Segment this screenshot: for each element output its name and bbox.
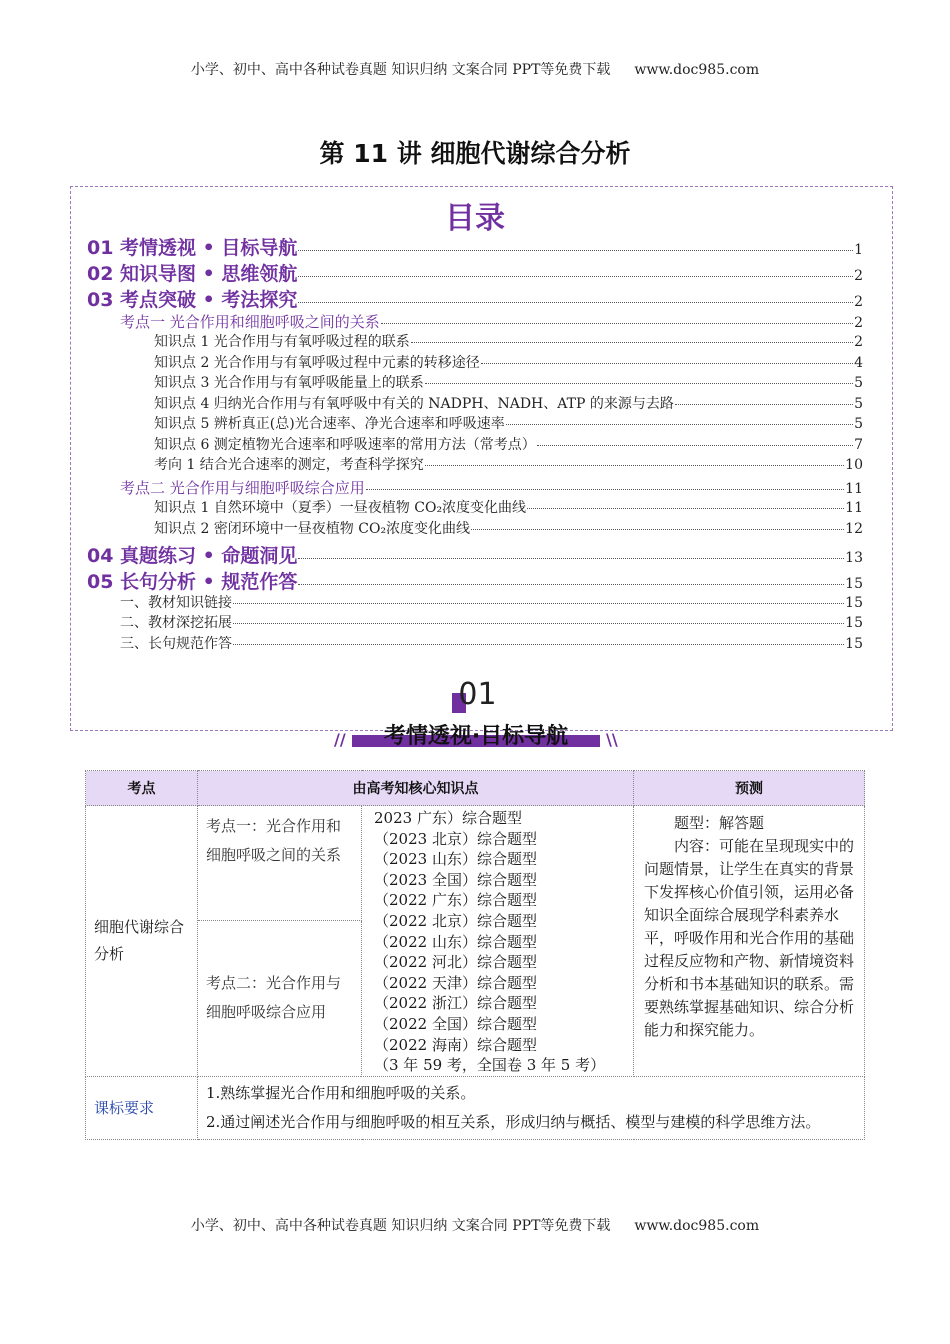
toc-entry-title: 考点二 光合作用与细胞呼吸综合应用: [120, 479, 365, 497]
toc-leader-dots: [381, 323, 853, 324]
prediction-content: 内容：可能在呈现现实中的问题情景，让学生在真实的背景下发挥核心价值引领，运用必备知识全面综合展现学科素养水平，呼吸作用和光合作用的基础过程反应物和产物、新情境资料分析和书本基础知识的联系。需要熟练掌握基础知识、综合分析能力和探究能力。: [644, 837, 855, 1039]
toc-entry-title: 知识点 4 归纳光合作用与有氧呼吸中有关的 NADPH、NADH、ATP 的来源与去路: [154, 396, 674, 412]
toc-leader-dots: [425, 383, 853, 384]
section-number: 01: [458, 677, 497, 712]
toc-entry-title: 知识点 2 密闭环境中一昼夜植物 CO₂浓度变化曲线: [154, 521, 471, 537]
toc-entry[interactable]: [120, 477, 863, 498]
table-row: [86, 806, 865, 921]
exam-item: （2022 浙江）综合题型: [374, 994, 537, 1013]
toc-entry[interactable]: [120, 311, 863, 332]
toc-entry-page: 15: [845, 595, 863, 611]
sub-point-2-cell: [198, 920, 362, 1076]
toc-entry-title: 知识点 2 光合作用与有氧呼吸过程中元素的转移途径: [154, 355, 480, 371]
toc-entry[interactable]: [154, 352, 863, 372]
prediction-text: [634, 806, 864, 1042]
table-header-row: [86, 771, 865, 806]
toc-leader-dots: [537, 445, 853, 446]
toc-entry-title: 知识点 3 光合作用与有氧呼吸能量上的联系: [154, 375, 424, 391]
toc-leader-dots: [298, 250, 853, 251]
section-banner: [352, 719, 600, 749]
prediction-cell: [634, 806, 865, 1077]
toc-leader-dots: [425, 465, 844, 466]
toc-entry-title: 二、教材深挖拓展: [120, 615, 232, 631]
sub-point-2: 考点二：光合作用与细胞呼吸综合应用: [206, 974, 342, 1022]
toc-entry-page: 7: [854, 437, 863, 453]
toc-entry-title: 02 知识导图 • 思维领航: [87, 263, 298, 285]
toc-entry-page: 11: [845, 500, 863, 516]
toc-entry-page: 5: [854, 416, 863, 432]
toc-leader-dots: [298, 302, 853, 303]
banner-left-deco: //: [334, 730, 346, 749]
toc-leader-dots: [675, 404, 853, 405]
toc-entry[interactable]: [87, 285, 863, 312]
exam-item: （2022 广东）综合题型: [374, 891, 537, 910]
requirement-item: 2.通过阐述光合作用与细胞呼吸的相互关系，形成归纳与概括、模型与建模的科学思维方法。: [206, 1112, 821, 1131]
toc-entry-title: 知识点 1 自然环境中（夏季）一昼夜植物 CO₂浓度变化曲线: [154, 500, 527, 516]
section-title: 考情透视·目标导航: [383, 724, 569, 749]
toc-entry-title: 一、教材知识链接: [120, 595, 232, 611]
toc-entry[interactable]: [120, 612, 863, 632]
header-topic: 考点: [86, 771, 198, 806]
toc-entry[interactable]: [154, 497, 863, 517]
exam-analysis-table: [85, 770, 865, 1140]
exam-item: （2022 北京）综合题型: [374, 911, 537, 930]
header-text: 小学、初中、高中各种试卷真题 知识归纳 文案合同 PPT等免费下载: [190, 62, 611, 78]
table-row: [86, 1076, 865, 1139]
toc-entry[interactable]: [154, 393, 863, 413]
toc-entry-page: 11: [845, 481, 863, 497]
toc-entry-title: 知识点 1 光合作用与有氧呼吸过程的联系: [154, 334, 410, 350]
toc-entry-title: 考点一 光合作用和细胞呼吸之间的关系: [120, 313, 380, 331]
toc-entry[interactable]: [120, 592, 863, 612]
toc-entry-page: 2: [854, 268, 863, 284]
toc-entry-page: 15: [845, 576, 863, 592]
requirement-label: 课标要求: [86, 1076, 198, 1139]
requirement-item: 1.熟练掌握光合作用和细胞呼吸的关系。: [206, 1083, 476, 1102]
toc-entry-title: 三、长句规范作答: [120, 636, 232, 652]
toc-leader-dots: [411, 342, 853, 343]
topic-cell: 细胞代谢综合分析: [86, 806, 198, 1077]
exam-item: （2022 海南）综合题型: [374, 1035, 537, 1054]
toc-entry[interactable]: [87, 567, 863, 594]
requirement-cell: [198, 1076, 865, 1139]
toc-entry[interactable]: [87, 233, 863, 260]
toc-entry-title: 知识点 5 辨析真正(总)光合速率、净光合速率和呼吸速率: [154, 416, 505, 432]
toc-leader-dots: [471, 529, 844, 530]
header-site[interactable]: www.doc985.com: [634, 62, 760, 78]
exam-item: 2023 广东）综合题型: [374, 809, 522, 827]
toc-entry[interactable]: [87, 541, 863, 568]
page-header: [0, 59, 950, 79]
toc-entry[interactable]: [154, 434, 863, 454]
banner-right-deco: \\: [606, 730, 618, 749]
toc-entry-page: 15: [845, 615, 863, 631]
toc-leader-dots: [233, 644, 844, 645]
exam-item: （2023 北京）综合题型: [374, 829, 537, 848]
toc-entry-page: 4: [854, 355, 863, 371]
document-title: 第 11 讲 细胞代谢综合分析: [319, 139, 631, 168]
toc-entry-page: 13: [845, 550, 863, 566]
toc-entry[interactable]: [87, 259, 863, 286]
toc-leader-dots: [298, 558, 844, 559]
toc-entry-page: 2: [854, 294, 863, 310]
header-core-knowledge: 由高考知核心知识点: [198, 771, 634, 806]
exam-item: （2022 河北）综合题型: [374, 953, 537, 972]
exam-list-cell: [362, 806, 634, 1077]
exam-item: （2023 全国）综合题型: [374, 870, 537, 889]
toc-leader-dots: [366, 489, 844, 490]
toc-entry-page: 1: [854, 242, 863, 258]
exam-item: （2022 全国）综合题型: [374, 1014, 537, 1033]
toc-entry[interactable]: [120, 633, 863, 653]
exam-item: （3 年 59 考，全国卷 3 年 5 考）: [374, 1056, 606, 1075]
toc-entry-title: 03 考点突破 • 考法探究: [87, 289, 298, 311]
sub-point-1: 考点一：光合作用和细胞呼吸之间的关系: [206, 817, 342, 864]
toc-entry-page: 12: [845, 521, 863, 537]
prediction-type: 题型：解答题: [674, 814, 765, 832]
toc-entry-title: 05 长句分析 • 规范作答: [87, 571, 298, 593]
exam-item: （2023 山东）综合题型: [374, 850, 537, 869]
toc-entry[interactable]: [154, 454, 863, 474]
exam-item: （2022 天津）综合题型: [374, 973, 537, 992]
toc-entry[interactable]: [154, 331, 863, 351]
toc-entry-page: 5: [854, 375, 863, 391]
toc-leader-dots: [506, 424, 853, 425]
toc-entry-page: 5: [854, 396, 863, 412]
toc-entry-title: 01 考情透视 • 目标导航: [87, 237, 298, 259]
toc-leader-dots: [298, 584, 844, 585]
exam-list: [362, 806, 633, 1076]
toc-entry-page: 2: [854, 334, 863, 350]
toc-leader-dots: [233, 603, 844, 604]
sub-point-1-cell: [198, 806, 362, 921]
toc-entry-page: 2: [854, 315, 863, 331]
toc-entry[interactable]: [154, 518, 863, 538]
header-prediction: 预测: [634, 771, 865, 806]
toc-leader-dots: [481, 363, 853, 364]
toc-entry-page: 10: [845, 457, 863, 473]
requirement-list: [198, 1077, 864, 1139]
toc-entry-title: 考向 1 结合光合速率的测定，考查科学探究: [154, 457, 424, 473]
toc-entry-title: 04 真题练习 • 命题洞见: [87, 545, 298, 567]
toc-entry-title: 知识点 6 测定植物光合速率和呼吸速率的常用方法（常考点）: [154, 437, 536, 453]
exam-item: （2022 山东）综合题型: [374, 932, 537, 951]
toc-leader-dots: [298, 276, 853, 277]
toc-entry[interactable]: [154, 413, 863, 433]
footer-text: 小学、初中、高中各种试卷真题 知识归纳 文案合同 PPT等免费下载: [190, 1218, 611, 1234]
toc-leader-dots: [233, 623, 844, 624]
toc-entry-page: 15: [845, 636, 863, 652]
toc-entry[interactable]: [154, 372, 863, 392]
toc-leader-dots: [527, 508, 844, 509]
page-footer: [0, 1215, 950, 1235]
toc-heading: 目录: [445, 201, 505, 236]
footer-site[interactable]: www.doc985.com: [634, 1218, 760, 1234]
